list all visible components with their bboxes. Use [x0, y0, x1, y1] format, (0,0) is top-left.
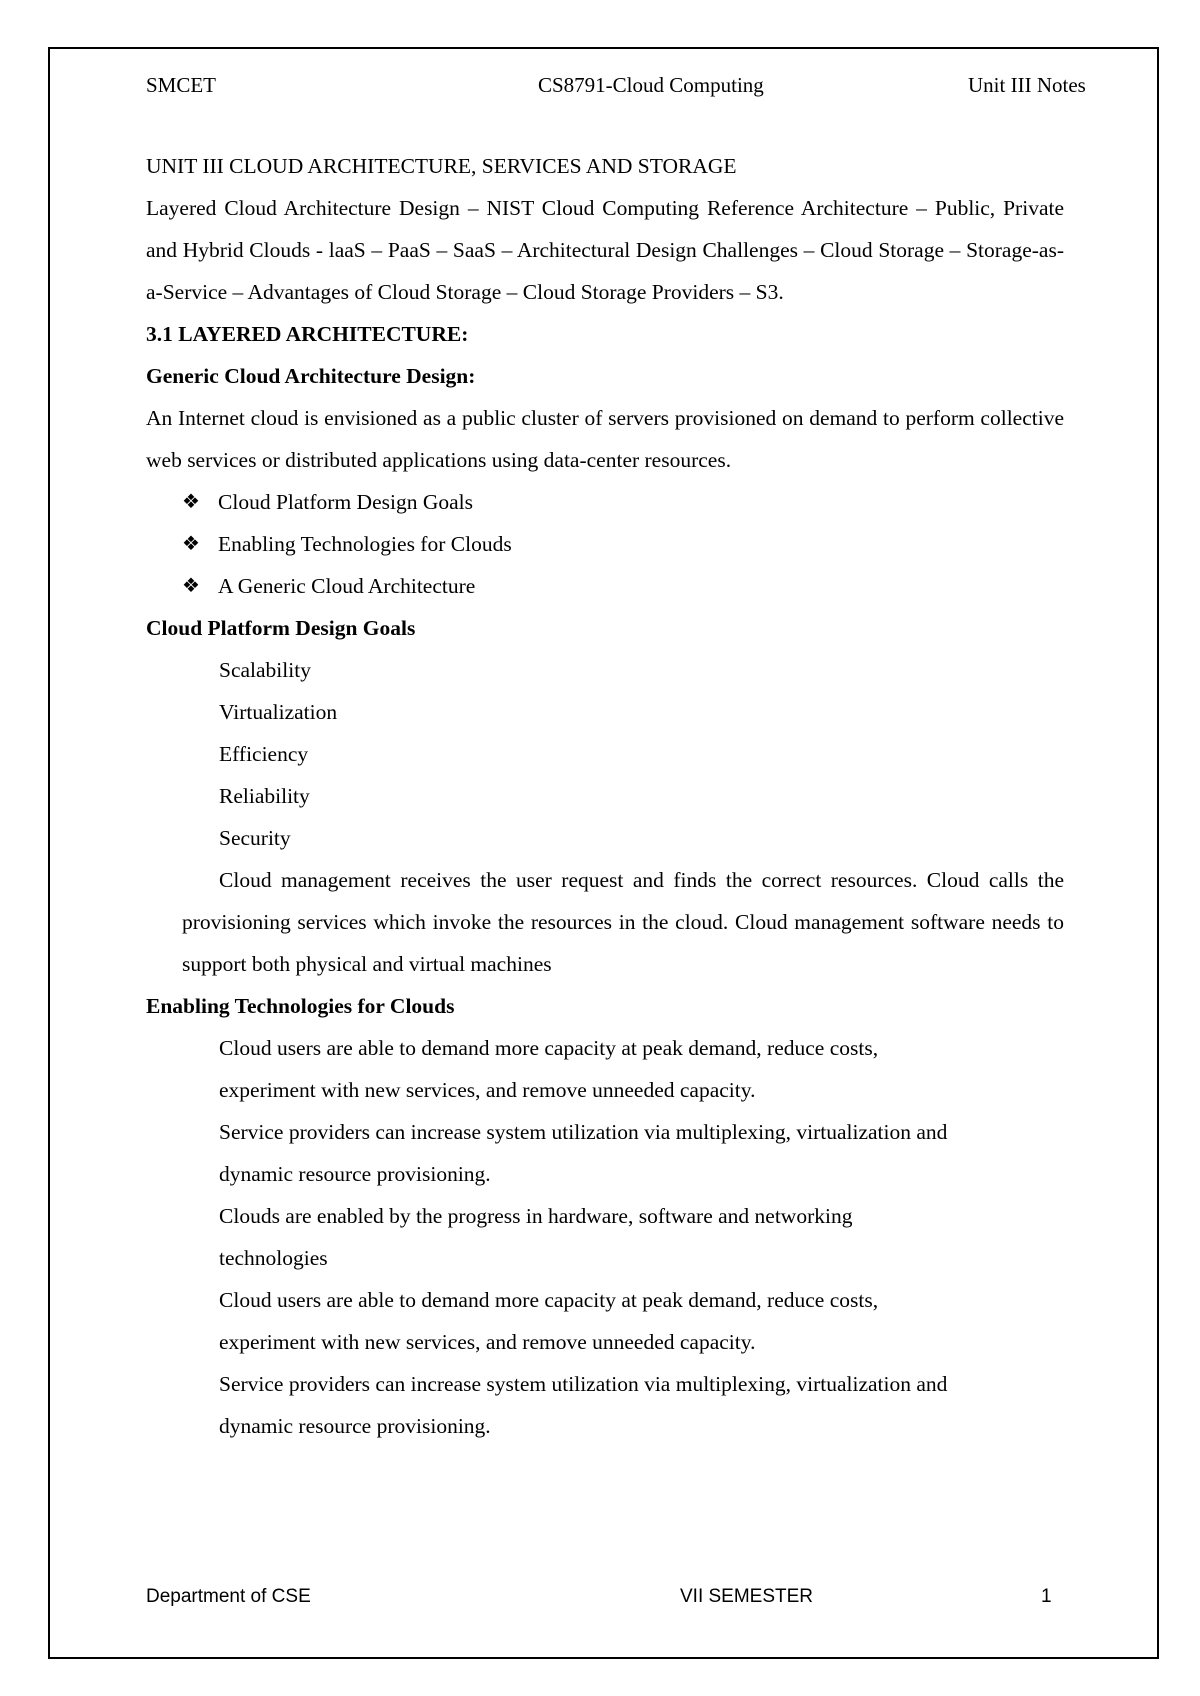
section-heading: 3.1 LAYERED ARCHITECTURE: — [146, 322, 469, 346]
generic-heading: Generic Cloud Architecture Design: — [146, 364, 476, 388]
bullet-item — [146, 565, 1064, 607]
design-goal-item: Reliability — [219, 784, 310, 808]
bullet-text: A Generic Cloud Architecture — [218, 574, 476, 598]
header-course: CS8791-Cloud Computing — [538, 73, 764, 97]
unit-title: UNIT III CLOUD ARCHITECTURE, SERVICES AND STORAGE — [146, 154, 737, 178]
syllabus-paragraph: Layered Cloud Architecture Design – NIST Cloud Computing Reference Architecture – Public, Private and Hybrid Clouds - laaS – PaaS – SaaS – Architectural Design Challenges – Cloud Storage – Storage-as-a-Service – Advantages of Cloud Storage – Cloud Storage Providers – S3. — [146, 196, 1064, 304]
document-body — [146, 145, 1064, 1447]
design-goal-item: Efficiency — [219, 742, 309, 766]
diamond-bullet-icon: ❖ — [182, 491, 200, 513]
generic-paragraph: An Internet cloud is envisioned as a public cluster of servers provisioned on demand to perform collective web services or distributed applications using data-center resources. — [146, 406, 1064, 472]
footer-department: Department of CSE — [146, 1586, 311, 1607]
design-goal-item: Security — [219, 826, 291, 850]
footer-page-number: 1 — [1041, 1586, 1052, 1607]
header-institution: SMCET — [146, 73, 217, 97]
enabling-line: dynamic resource provisioning. — [219, 1162, 491, 1186]
enabling-line: technologies — [219, 1246, 328, 1270]
enabling-line: Clouds are enabled by the progress in hardware, software and networking — [219, 1204, 853, 1228]
bullet-item — [146, 481, 1064, 523]
bullet-text: Enabling Technologies for Clouds — [218, 532, 512, 556]
bullet-text: Cloud Platform Design Goals — [218, 490, 473, 514]
bullet-item — [146, 523, 1064, 565]
enabling-line: Cloud users are able to demand more capacity at peak demand, reduce costs, — [219, 1288, 879, 1312]
header-unit: Unit III Notes — [968, 73, 1086, 97]
enabling-heading: Enabling Technologies for Clouds — [146, 994, 455, 1018]
enabling-line: Service providers can increase system utilization via multiplexing, virtualization and — [219, 1372, 948, 1396]
design-goals-heading: Cloud Platform Design Goals — [146, 616, 416, 640]
enabling-line: experiment with new services, and remove unneeded capacity. — [219, 1330, 756, 1354]
enabling-line: Service providers can increase system utilization via multiplexing, virtualization and — [219, 1120, 948, 1144]
enabling-line: Cloud users are able to demand more capacity at peak demand, reduce costs, — [219, 1036, 879, 1060]
enabling-line: dynamic resource provisioning. — [219, 1414, 491, 1438]
diamond-bullet-icon: ❖ — [182, 533, 200, 555]
diamond-bullet-icon: ❖ — [182, 575, 200, 597]
enabling-line: experiment with new services, and remove unneeded capacity. — [219, 1078, 756, 1102]
design-goal-item: Scalability — [219, 658, 311, 682]
design-goal-item: Virtualization — [219, 700, 338, 724]
cloud-management-paragraph: Cloud management receives the user request and finds the correct resources. Cloud calls the provisioning services which invoke the resources in the cloud. Cloud management software needs to support both physical and virtual machines — [182, 868, 1064, 976]
footer-semester: VII SEMESTER — [680, 1586, 814, 1607]
